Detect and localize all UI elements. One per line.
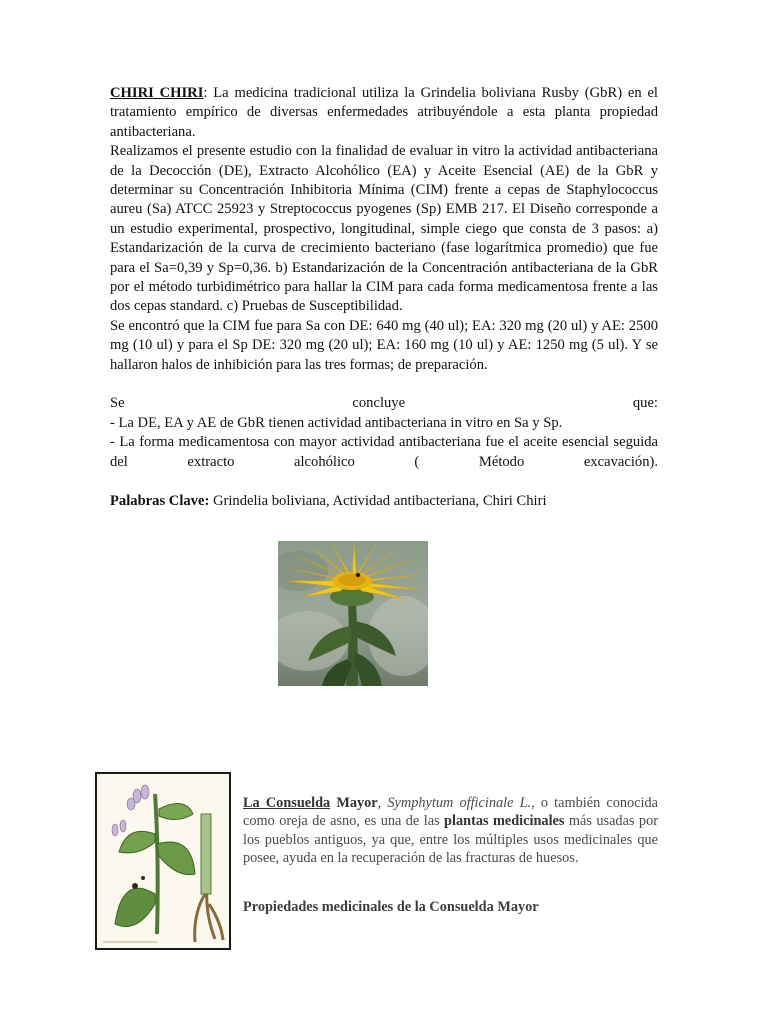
consuelda-title-mayor: Mayor [336, 795, 378, 811]
intro-paragraph [110, 84, 658, 142]
intro-text: : La medicina tradicional utiliza la Grindelia boliviana Rusby (GbR) en el tratamiento empírico de diversas enfermedades atribuyéndole a esta planta propiedad antibacteriana. [110, 85, 658, 140]
consuelda-section [243, 794, 658, 868]
consuelda-text-1: , o también conocida como oreja de asno, es una de las [243, 795, 658, 830]
article-chiri-chiri [110, 84, 658, 511]
propiedades-heading: Propiedades medicinales de la Consuelda Mayor [243, 899, 539, 915]
consuelda-paragraph [243, 794, 658, 868]
results-paragraph: Se encontró que la CIM fue para Sa con DE: 640 mg (40 ul); EA: 320 mg (20 ul) y AE: 2500 mg (10 ul) y para el Sp DE: 320 mg (20 ul); EA: 160 mg (10 ul) y AE: 1250 mg (5 ul). Y se hallaron halos de inhibición para las tres formas; de preparación. [110, 317, 658, 373]
plantas-medicinales-bold: plantas medicinales [444, 813, 565, 830]
consuelda-species: Symphytum officinale L. [387, 795, 532, 811]
consuelda-title: La Consuelda [243, 795, 331, 811]
study-paragraph: Realizamos el presente estudio con la finalidad de evaluar in vitro la actividad antibacteriana de la Decocción (DE), Extracto Alcohólico (EA) y Aceite Esencial (AE) de la GbR y determinar su Concentración Inhibitoria Mínima (CIM) frente a cepas de Staphylococcus aureu (Sa) ATCC 25923 y Streptococcus pyogenes (Sp) EMB 217. El Diseño corresponde a un estudio experimental, prospectivo, longitudinal, simple ciego que consta de 3 pasos: a) Estandarización de la curva de crecimiento bacteriano (fase logarítmica promedio) que fue para el Sa=0,39 y Sp=0,36. b) Estandarización de la Concentración antibacteriana de la GbR por el método turbidimétrico para hallar la CIM para cada forma medicamentosa frente a las dos cepas standard. c) Pruebas de Susceptibilidad. [110, 143, 658, 315]
keywords-text: Grindelia boliviana, Actividad antibacteriana, Chiri Chiri [209, 492, 547, 509]
keywords-label: Palabras Clave: [110, 492, 210, 509]
chiri-heading: CHIRI CHIRI [110, 85, 204, 101]
keywords-line [110, 492, 658, 511]
grindelia-flower-photo [278, 541, 428, 686]
consuelda-botanical-illustration [95, 772, 231, 950]
conclusion-intro: Se concluye que: [110, 395, 658, 412]
conclusion-item-2: - La forma medicamentosa con mayor actividad antibacteriana fue el aceite esencial seguida del extracto alcohólico ( Método excavación). [110, 434, 658, 470]
consuelda-text-2: más usadas por los pueblos antiguos, ya que, entre los múltiples usos medicinales que posee, ayuda en la recuperación de las fracturas de huesos. [243, 813, 658, 867]
conclusion-item-1: - La DE, EA y AE de GbR tienen actividad antibacteriana in vitro en Sa y Sp. [110, 414, 563, 431]
consuelda-sep: , [377, 795, 388, 811]
